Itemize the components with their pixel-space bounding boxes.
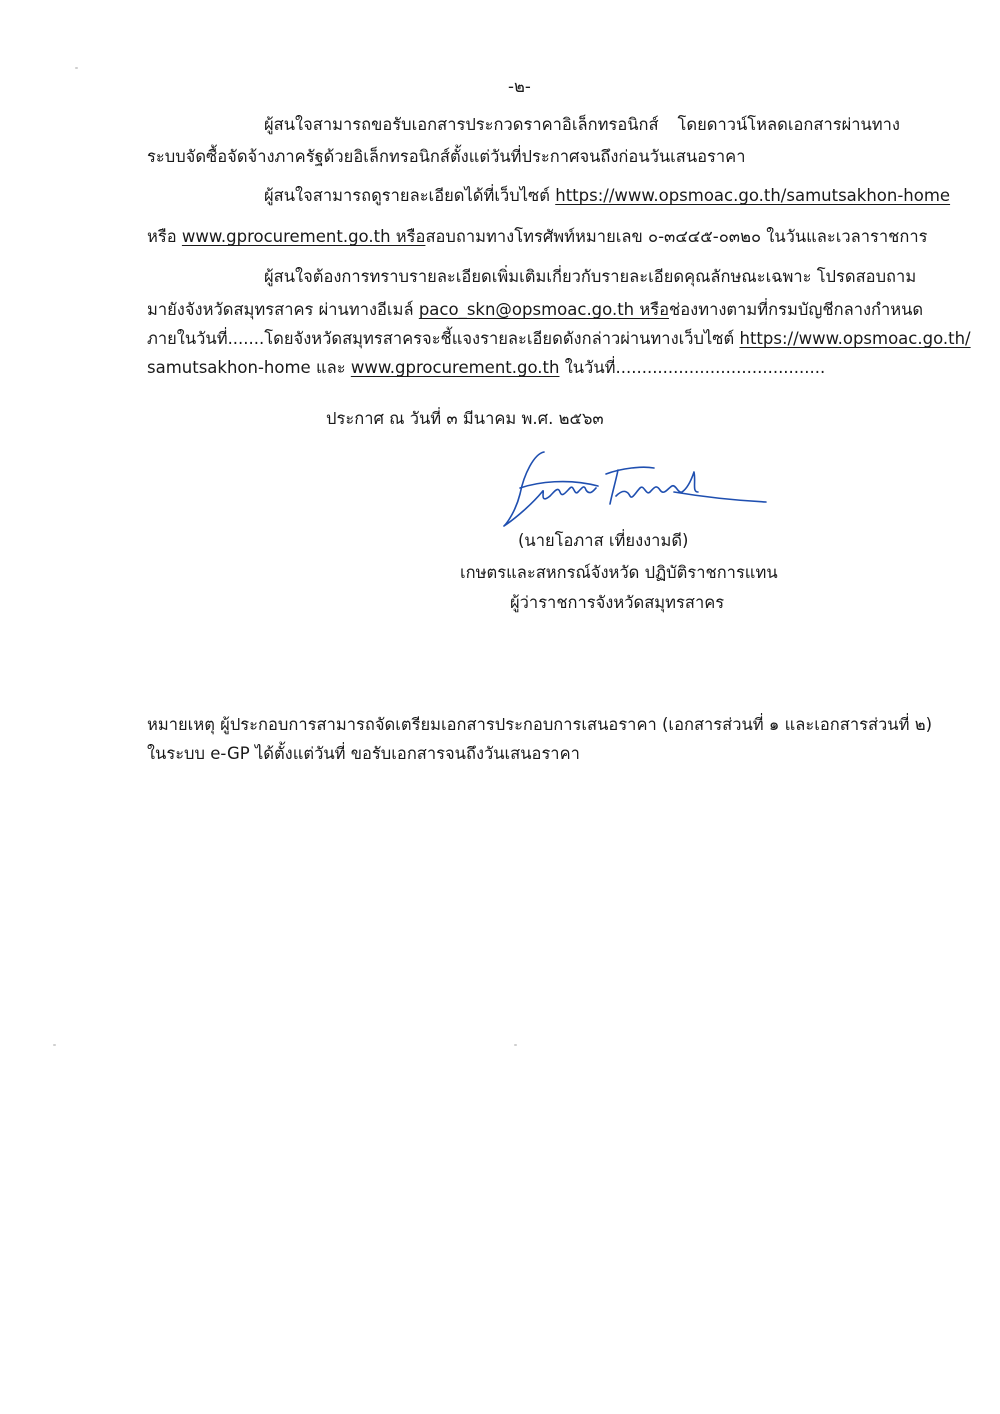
opsmoac-website-link-2[interactable]: https://www.opsmoac.go.th/ bbox=[739, 329, 971, 348]
signatory-name: (นายโอภาส เที่ยงงามดี) bbox=[518, 531, 689, 550]
para3-line4 bbox=[147, 357, 825, 379]
note-line2: ในระบบ e-GP ได้ตั้งแต่วันที่ ขอรับเอกสารจนถึงวันเสนอราคา bbox=[147, 744, 580, 763]
para1-line2: ระบบจัดซื้อจัดจ้างภาครัฐด้วยอิเล็กทรอนิกส์ตั้งแต่วันที่ประกาศจนถึงก่อนวันเสนอราคา bbox=[147, 147, 746, 166]
para2-line1 bbox=[264, 185, 950, 207]
signatory-position: เกษตรและสหกรณ์จังหวัด ปฏิบัติราชการแทน bbox=[460, 563, 778, 582]
para1-line1: ผู้สนใจสามารถขอรับเอกสารประกวดราคาอิเล็กทรอนิกส์ โดยดาวน์โหลดเอกสารผ่านทาง bbox=[264, 115, 900, 134]
scan-speck bbox=[53, 1044, 56, 1046]
para2-line2 bbox=[147, 226, 928, 248]
para3-line2-suffix: ช่องทางตามที่กรมบัญชีกลางกำหนด bbox=[669, 300, 924, 319]
note-line1: หมายเหตุ ผู้ประกอบการสามารถจัดเตรียมเอกสารประกอบการเสนอราคา (เอกสารส่วนที่ ๑ และเอกสารส่วนที่ ๒) bbox=[147, 715, 933, 734]
para3-line2-prefix: มายังจังหวัดสมุทรสาคร ผ่านทางอีเมล์ bbox=[147, 300, 414, 319]
signatory-governor-line: ผู้ว่าราชการจังหวัดสมุทรสาคร bbox=[510, 593, 725, 612]
handwritten-signature bbox=[498, 448, 770, 532]
para3-line1: ผู้สนใจต้องการทราบรายละเอียดเพิ่มเติมเกี่ยวกับรายละเอียดคุณลักษณะเฉพาะ โปรดสอบถาม bbox=[264, 267, 917, 286]
scan-speck bbox=[514, 1044, 517, 1046]
page-number: -๒- bbox=[508, 77, 531, 96]
para3-line3-prefix: ภายในวันที่.......โดยจังหวัดสมุทรสาครจะชี้แจงรายละเอียดดังกล่าวผ่านทางเว็บไซต์ bbox=[147, 329, 735, 348]
gprocurement-link[interactable]: www.gprocurement.go.th หรือ bbox=[181, 227, 426, 246]
gprocurement-link-2[interactable]: www.gprocurement.go.th bbox=[350, 358, 560, 377]
scan-speck bbox=[75, 67, 78, 69]
para2-line2-prefix: หรือ bbox=[147, 227, 177, 246]
para3-line4-start: samutsakhon-home และ bbox=[147, 358, 346, 377]
announce-date: ประกาศ ณ วันที่ ๓ มีนาคม พ.ศ. ๒๕๖๓ bbox=[326, 409, 604, 428]
para2-prefix: ผู้สนใจสามารถดูรายละเอียดได้ที่เว็บไซต์ bbox=[264, 186, 550, 205]
para3-line3 bbox=[147, 328, 971, 350]
opsmoac-website-link[interactable]: https://www.opsmoac.go.th/samutsakhon-home bbox=[555, 186, 951, 205]
para2-line2-suffix: สอบถามทางโทรศัพท์หมายเลข ๐-๓๔๔๕-๐๓๒๐ ในวันและเวลาราชการ bbox=[425, 227, 928, 246]
para3-line2 bbox=[147, 299, 923, 321]
para3-line4-end: ในวันที่........................................ bbox=[564, 358, 826, 377]
email-link[interactable]: paco_skn@opsmoac.go.th หรือ bbox=[418, 300, 670, 319]
